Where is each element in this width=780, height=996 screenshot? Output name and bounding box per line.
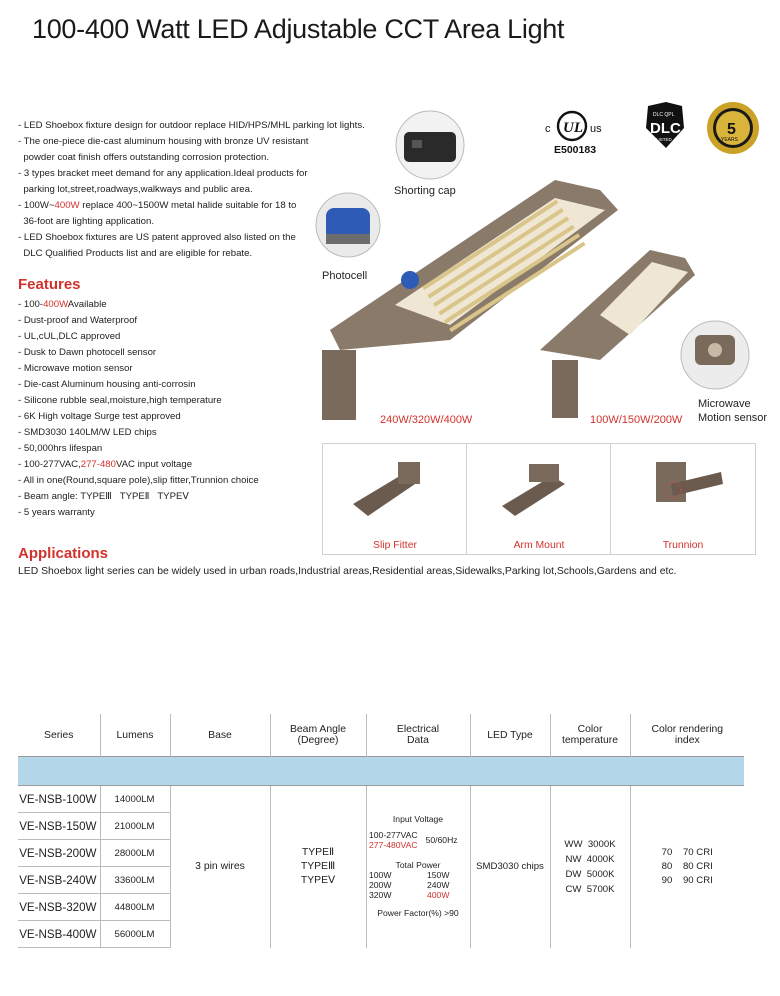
lumens-cell: 14000LM	[100, 786, 170, 813]
feature-item: - SMD3030 140LM/W LED chips	[18, 427, 157, 438]
feature-item: - 100-400WAvailable	[18, 299, 107, 310]
mount-arm-mount	[466, 443, 612, 555]
applications-heading: Applications	[18, 545, 109, 562]
product-photo	[300, 110, 780, 445]
feature-item: - Microwave motion sensor	[18, 363, 133, 374]
beam-cell: TYPEⅡ TYPEⅢ TYPEⅤ	[270, 786, 366, 948]
motion-sensor-label: Motion sensor	[698, 412, 768, 424]
ul-number: E500183	[554, 144, 597, 156]
svg-text:5: 5	[727, 121, 736, 138]
series-cell: VE-NSB-200W	[18, 840, 100, 867]
features-list	[18, 297, 318, 521]
base-cell: 3 pin wires	[170, 786, 270, 948]
lumens-cell: 21000LM	[100, 813, 170, 840]
microwave-label: Microwave	[698, 398, 751, 410]
feature-item: - All in one(Round,square pole),slip fitter,Trunnion choice	[18, 475, 259, 486]
large-watts-label: 240W/320W/400W	[380, 414, 473, 426]
microwave-sensor-icon	[681, 321, 749, 389]
svg-text:LISTED: LISTED	[656, 137, 672, 142]
intro-item: powder coat finish offers outstanding corrosion protection.	[18, 152, 270, 163]
spec-table	[18, 714, 744, 948]
feature-item: - Beam angle: TYPEⅢ TYPEⅡ TYPEⅤ	[18, 491, 189, 502]
intro-item: parking lot,street,roadways,walkways and public area.	[18, 184, 253, 195]
feature-item: - 50,000hrs lifespan	[18, 443, 103, 454]
svg-text:DLC QPL: DLC QPL	[653, 112, 675, 118]
feature-item: - Dust-proof and Waterproof	[18, 315, 138, 326]
header-led-type: LED Type	[470, 714, 550, 757]
lumens-cell: 33600LM	[100, 867, 170, 894]
shorting-cap-icon	[396, 111, 464, 179]
series-cell: VE-NSB-240W	[18, 867, 100, 894]
series-cell: VE-NSB-150W	[18, 813, 100, 840]
color-temp-cell: WW 3000K NW 4000K DW 5000K CW 5700K	[550, 786, 630, 948]
small-watts-label: 100W/150W/200W	[590, 414, 683, 426]
series-cell: VE-NSB-400W	[18, 921, 100, 948]
header-cri: Color rendering index	[651, 724, 724, 746]
feature-item: - 6K High voltage Surge test approved	[18, 411, 181, 422]
arm-mount-icon	[467, 444, 611, 534]
svg-text:YEARS: YEARS	[721, 137, 738, 143]
table-row	[18, 786, 744, 813]
trunnion-icon	[611, 444, 755, 534]
mount-label: Slip Fitter	[373, 540, 417, 551]
lumens-cell: 44800LM	[100, 894, 170, 921]
svg-text:c: c	[545, 123, 551, 135]
feature-item: - 100-277VAC,277-480VAC input voltage	[18, 459, 193, 470]
photocell-icon	[316, 193, 380, 257]
mount-slip-fitter	[322, 443, 468, 555]
header-lumens: Lumens	[100, 714, 170, 757]
feature-item: - Die-cast Aluminum housing anti-corrosin	[18, 379, 196, 390]
shorting-cap-label: Shorting cap	[394, 185, 456, 197]
intro-item: DLC Qualified Products list and are eligible for rebate.	[18, 248, 253, 259]
page-title: 100-400 Watt LED Adjustable CCT Area Light	[32, 14, 565, 44]
intro-item: - LED Shoebox fixtures are US patent approved also listed on the	[18, 232, 296, 243]
series-cell: VE-NSB-320W	[18, 894, 100, 921]
small-fixture-icon	[540, 250, 695, 418]
header-electrical: Electrical Data	[366, 714, 470, 757]
svg-text:UL: UL	[563, 120, 583, 136]
feature-item: - 5 years warranty	[18, 507, 95, 518]
electrical-cell: Input Voltage 100-277VAC 277-480VAC 50/60Hz Total Power 100W 150W 200W 240W 320W 400W Power Factor(%) >90	[366, 786, 470, 948]
header-base: Base	[170, 714, 270, 757]
table-header-row	[18, 714, 744, 757]
lumens-cell: 28000LM	[100, 840, 170, 867]
feature-item: - UL,cUL,DLC approved	[18, 331, 121, 342]
intro-item: 36-foot are lighting application.	[18, 216, 154, 227]
cri-cell: 70 70 CRI 80 80 CRI 90 90 CRI	[661, 846, 713, 886]
mount-label: Trunnion	[662, 540, 704, 551]
header-series: Series	[18, 714, 100, 757]
intro-item: - 100W~400W replace 400~1500W metal halide suitable for 18 to	[18, 200, 297, 211]
table-band-row	[18, 757, 744, 786]
feature-item: - Silicone rubble seal,moisture,high temperature	[18, 395, 222, 406]
series-cell: VE-NSB-100W	[18, 786, 100, 813]
svg-text:DLC: DLC	[650, 120, 681, 137]
intro-item: - LED Shoebox fixture design for outdoor replace HID/HPS/MHL parking lot lights.	[18, 120, 365, 131]
mount-label: Arm Mount	[513, 540, 565, 551]
intro-item: - 3 types bracket meet demand for any application.Ideal products for	[18, 168, 308, 179]
led-type-cell: SMD3030 chips	[470, 786, 550, 948]
header-color-temp: Color temperature	[550, 714, 630, 757]
feature-item: - Dusk to Dawn photocell sensor	[18, 347, 157, 358]
header-beam-angle: Beam Angle (Degree)	[270, 714, 366, 757]
lumens-cell: 56000LM	[100, 921, 170, 948]
slip-fitter-icon	[323, 444, 467, 534]
photocell-label: Photocell	[322, 270, 368, 282]
applications-text: LED Shoebox light series can be widely used in urban roads,Industrial areas,Residential areas,Sidewalks,Parking lot,Schools,Gardens and etc.	[18, 566, 677, 577]
features-heading: Features	[18, 276, 81, 293]
svg-text:us: us	[590, 123, 602, 135]
mount-trunnion	[610, 443, 756, 555]
intro-item: - The one-piece die-cast aluminum housing with bronze UV resistant	[18, 136, 309, 147]
